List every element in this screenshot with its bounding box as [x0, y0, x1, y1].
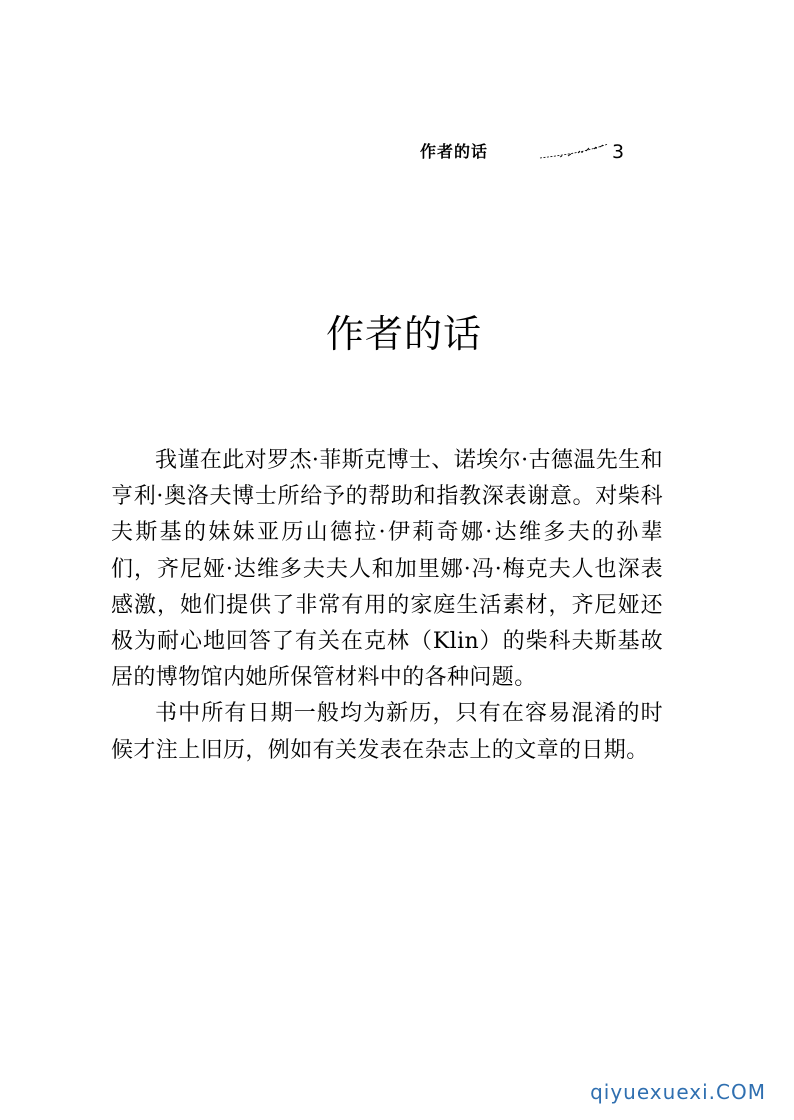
running-head [420, 140, 640, 166]
body-text [111, 443, 663, 769]
paragraph: 我谨在此对罗杰·菲斯克博士、诺埃尔·古德温先生和亨利·奥洛夫博士所给予的帮助和指教深表谢意。对柴科夫斯基的妹妹亚历山德拉·伊莉奇娜·达维多夫的孙辈们，齐尼娅·达维多夫夫人和加里娜·冯·梅克夫人也深表感激，她们提供了非常有用的家庭生活素材，齐尼娅还极为耐心地回答了有关在克林（Klin）的柴科夫斯基故居的博物馆内她所保管材料中的各种问题。 [111, 448, 663, 691]
page-number: 3 [612, 141, 625, 163]
ornament-icon [538, 142, 612, 162]
running-head-title: 作者的话 [420, 142, 489, 161]
watermark: qiyuexuexi.COM [590, 1080, 766, 1104]
paragraph: 书中所有日期一般均为新历，只有在容易混淆的时候才注上旧历，例如有关发表在杂志上的文章的日期。 [111, 701, 663, 763]
chapter-title: 作者的话 [325, 312, 482, 356]
